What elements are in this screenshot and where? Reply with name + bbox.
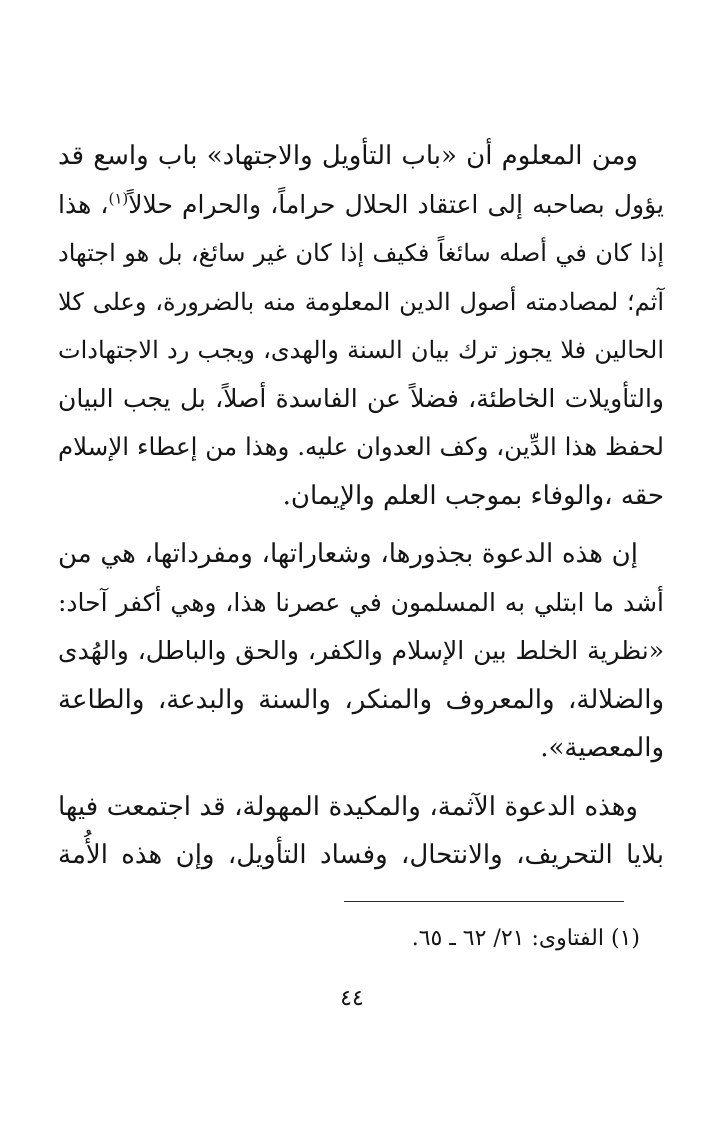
paragraph-1 bbox=[58, 132, 664, 520]
text-line: والمعصية». bbox=[540, 733, 664, 763]
text-line: أشد ما ابتلي به المسلمون في عصرنا هذا، وهي أكفر آحاد: bbox=[58, 587, 664, 617]
text-line: لحفظ هذا الدِّين، وكف العدوان عليه. وهذا من إعطاء الإسلام bbox=[58, 432, 664, 461]
text-line: حقه ،والوفاء بموجب العلم والإيمان. bbox=[282, 480, 664, 511]
text-line: وهذه الدعوة الآثمة، والمكيدة المهولة، قد اجتمعت فيها bbox=[58, 791, 638, 822]
text-line: إذا كان في أصله سائغاً فكيف إذا كان غير سائغ، بل هو اجتهاد bbox=[58, 239, 664, 267]
footnote-separator bbox=[344, 901, 624, 902]
text-line: إن هذه الدعوة بجذورها، وشعاراتها، ومفرداتها، هي من bbox=[58, 539, 638, 569]
text-line-segment: ، هذا bbox=[58, 189, 109, 219]
text-line-with-footnote bbox=[58, 181, 664, 230]
text-line: بلايا التحريف، والانتحال، وفساد التأويل، وإن هذه الأُمة bbox=[58, 840, 664, 870]
footnote-marker[interactable]: (١) bbox=[108, 189, 129, 208]
paragraph-2 bbox=[58, 530, 664, 773]
text-line: والضلالة، والمعروف والمنكر، والسنة والبدعة، والطاعة bbox=[58, 684, 664, 715]
paragraph-gap bbox=[58, 520, 664, 530]
footnote-text: (١) الفتاوى: ٢١/ ٦٢ ـ ٦٥. bbox=[411, 926, 640, 951]
main-text bbox=[58, 132, 664, 880]
page-number: ٤٤ bbox=[340, 986, 364, 1011]
text-line-segment: يؤول بصاحبه إلى اعتقاد الحلال حراماً، والحرام حلالاً bbox=[128, 189, 664, 219]
paragraph-3 bbox=[58, 783, 664, 880]
text-line: الحالين فلا يجوز ترك بيان السنة والهدى، ويجب رد الاجتهادات bbox=[58, 336, 664, 364]
text-line: ومن المعلوم أن «باب التأويل والاجتهاد» باب واسع قد bbox=[58, 141, 638, 171]
text-line: آثم؛ لمصادمته أصول الدين المعلومة منه بالضرورة، وعلى كلا bbox=[58, 287, 664, 316]
text-line: «نظرية الخلط بين الإسلام والكفر، والحق والباطل، والهُدى bbox=[58, 636, 664, 665]
paragraph-gap bbox=[58, 773, 664, 783]
text-line: والتأويلات الخاطئة، فضلاً عن الفاسدة أصلاً، بل يجب البيان bbox=[58, 383, 664, 413]
